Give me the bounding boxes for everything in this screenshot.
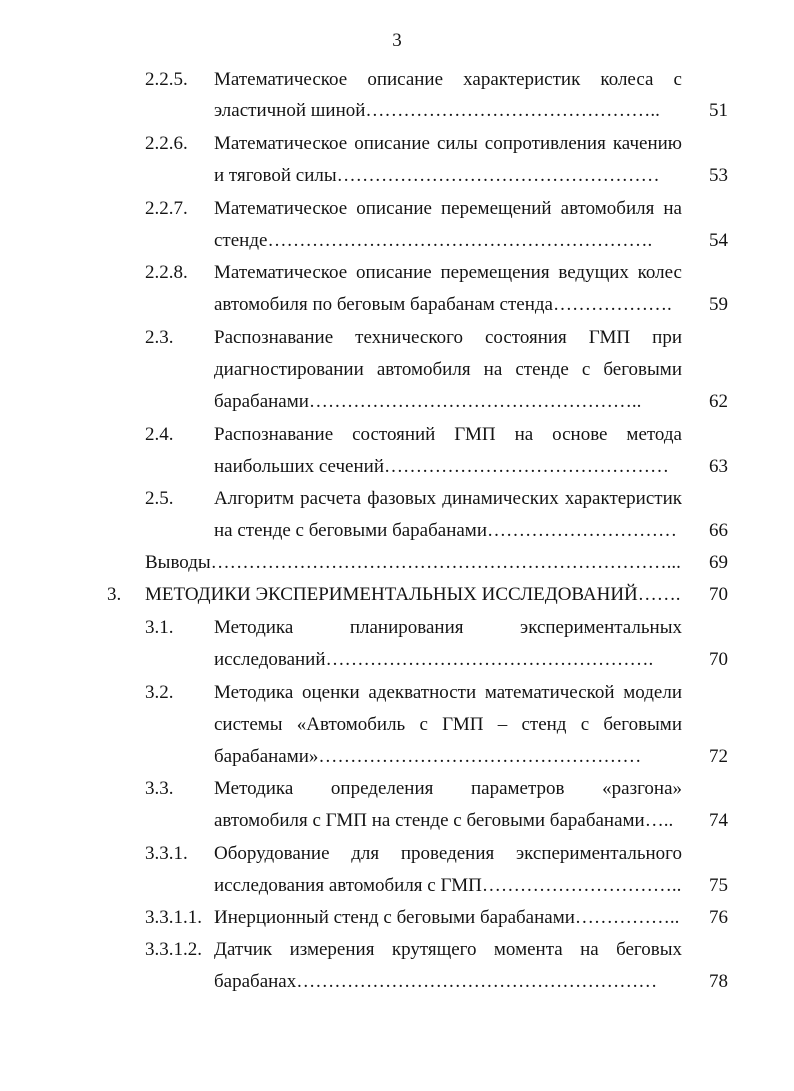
toc-title-line: Инерционный стенд с беговыми барабанами…………….. [214,907,680,928]
toc-title-line: исследования автомобиля с ГМП………………………….. [214,875,682,896]
toc-title-line: исследований……………………………………………. [214,649,654,670]
toc-title-line: Распознавание технического состояния ГМП при [214,327,682,348]
toc-title-line: Математическое описание характеристик колеса с [214,69,682,90]
toc-title-line: Выводы………………………………………………………………... [145,552,681,573]
toc-title-line: Методика планирования экспериментальных [214,617,682,638]
toc-page: 69 [709,552,728,573]
toc-number: 3.3.1.1. [145,907,202,928]
toc-number: 2.2.5. [145,69,188,90]
toc-number: 2.5. [145,488,174,509]
toc-page: 63 [709,456,728,477]
toc-title-line: барабанах………………………………………………… [214,971,658,992]
toc-title-line: эластичной шиной……………………………………….. [214,100,660,121]
toc-title-line: автомобиля по беговым барабанам стенда………………. [214,294,672,315]
toc-title-line: и тяговой силы…………………………………………… [214,165,660,186]
toc-number: 2.2.7. [145,198,188,219]
toc-title-line: на стенде с беговыми барабанами………………………… [214,520,677,541]
page-number: 3 [392,30,402,51]
toc-title-line: Датчик измерения крутящего момента на беговых [214,939,682,960]
toc-number: 2.3. [145,327,174,348]
toc-page: 51 [709,100,728,121]
toc-title-line: стенде……………………………………………………. [214,230,653,251]
toc-page: 70 [709,649,728,670]
toc-page: 76 [709,907,728,928]
toc-title-line: Математическое описание перемещений автомобиля на [214,198,682,219]
toc-page: 74 [709,810,728,831]
toc-title-line: Методика оценки адекватности математической модели [214,682,682,703]
toc-page: 72 [709,746,728,767]
toc-title-line: Математическое описание силы сопротивления качению [214,133,682,154]
toc-number: 3.3. [145,778,174,799]
toc-page: 59 [709,294,728,315]
toc-title-line: Оборудование для проведения экспериментального [214,843,682,864]
toc-title-line: Распознавание состояний ГМП на основе метода [214,424,682,445]
toc-title-line: барабанами…………………………………………….. [214,391,642,412]
toc-number: 3.3.1.2. [145,939,202,960]
toc-title-line: Методика определения параметров «разгона» [214,778,682,799]
toc-title-line: диагностировании автомобиля на стенде с беговыми [214,359,682,380]
toc-page: 53 [709,165,728,186]
toc-page: 70 [709,584,728,605]
toc-page: 66 [709,520,728,541]
toc-title-line: барабанами»…………………………………………… [214,746,642,767]
toc-title-line: автомобиля с ГМП на стенде с беговыми барабанами….. [214,810,674,831]
toc-number: 3. [107,584,122,605]
toc-title-line: Алгоритм расчета фазовых динамических характеристик [214,488,682,509]
toc-number: 2.4. [145,424,174,445]
toc-number: 2.2.6. [145,133,188,154]
toc-title-line: системы «Автомобиль с ГМП – стенд с беговыми [214,714,682,735]
toc-number: 3.3.1. [145,843,188,864]
toc-number: 3.2. [145,682,174,703]
toc-number: 3.1. [145,617,174,638]
toc-number: 2.2.8. [145,262,188,283]
toc-title-line: наибольших сечений……………………………………… [214,456,669,477]
toc-page: 78 [709,971,728,992]
toc-title-line: Математическое описание перемещения ведущих колес [214,262,682,283]
toc-page: 62 [709,391,728,412]
toc-title-line: МЕТОДИКИ ЭКСПЕРИМЕНТАЛЬНЫХ ИССЛЕДОВАНИЙ……. [145,584,681,605]
toc-page: 54 [709,230,728,251]
toc-page: 75 [709,875,728,896]
